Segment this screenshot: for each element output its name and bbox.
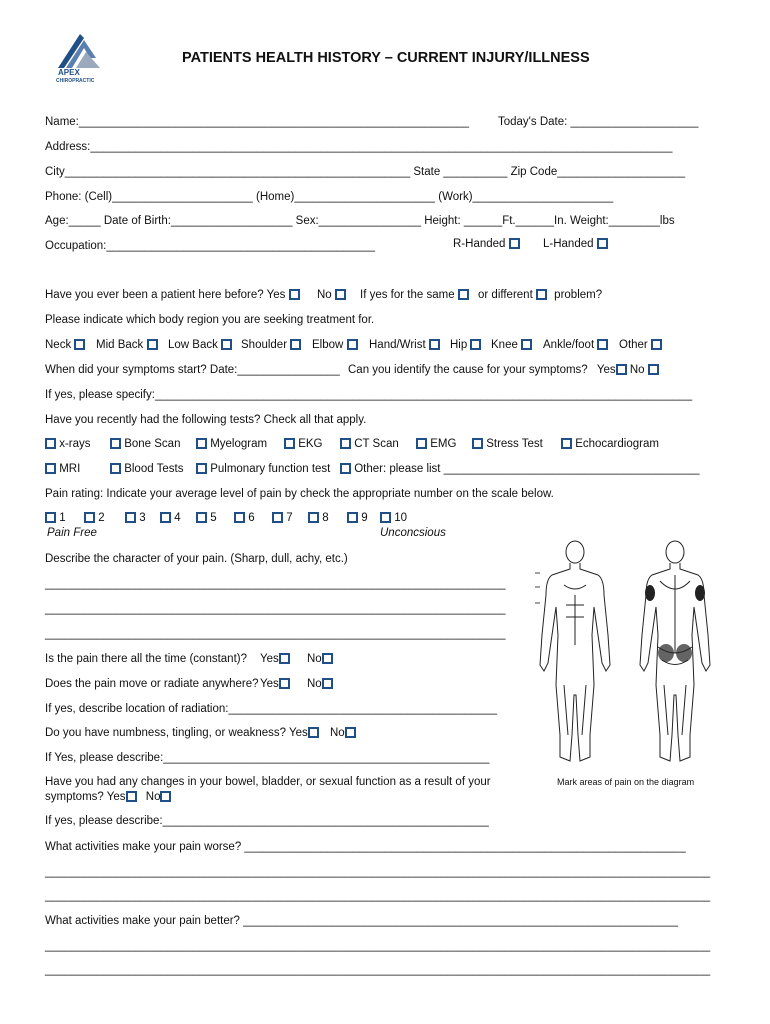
numbness-no[interactable] — [330, 727, 356, 739]
test-label: Blood Tests — [124, 463, 184, 475]
test-option[interactable] — [196, 438, 267, 450]
symptoms-cause-yes-label: Yes — [596, 364, 616, 376]
pain-scale-option[interactable] — [84, 512, 105, 524]
body-region-checkbox[interactable] — [429, 339, 440, 350]
city-state-zip-field[interactable]: City______________________________________________________ State __________ Zip Code____________________ — [45, 166, 686, 178]
body-region-label: Hand/Wrist — [369, 339, 426, 351]
test-label: MRI — [59, 463, 81, 475]
radiate-yes-label: Yes — [260, 678, 279, 690]
constant-no-checkbox[interactable] — [322, 653, 333, 664]
test-option[interactable] — [45, 438, 91, 450]
activities-worse-field[interactable]: What activities make your pain worse? _____________________________________________________________________ — [45, 841, 686, 853]
test-checkbox[interactable] — [340, 438, 351, 449]
body-region-elbow[interactable] — [312, 339, 358, 351]
test-checkbox[interactable] — [416, 438, 427, 449]
l-handed-option[interactable] — [543, 238, 608, 250]
numbness-question: Do you have numbness, tingling, or weakness? — [45, 727, 287, 739]
test-label: EMG — [430, 438, 457, 450]
test-option[interactable] — [110, 438, 180, 450]
test-label: x-rays — [59, 438, 91, 450]
symptoms-cause-no-checkbox[interactable] — [648, 364, 659, 375]
logo — [50, 28, 106, 86]
body-region-checkbox[interactable] — [290, 339, 301, 350]
todays-date-field[interactable]: Today's Date: ____________________ — [498, 116, 699, 128]
body-region-label: Low Back — [168, 339, 218, 351]
bowel-question-cont — [45, 791, 171, 803]
patient-before-no-checkbox[interactable] — [335, 289, 346, 300]
pain-scale-number: 5 — [210, 512, 217, 524]
test-label: CT Scan — [354, 438, 399, 450]
radiate-no[interactable] — [307, 678, 333, 690]
test-checkbox[interactable] — [284, 438, 295, 449]
phone-field[interactable]: Phone: (Cell)______________________ (Home)______________________ (Work)______________________ — [45, 191, 614, 203]
symptoms-cause-row — [348, 364, 659, 376]
age-dob-sex-height-weight-field[interactable]: Age:_____ Date of Birth:___________________ Sex:________________ Height: ______Ft.______In. Weight:________lbs — [45, 215, 675, 227]
pain-scale-option[interactable] — [125, 512, 146, 524]
tests-prompt: Have you recently had the following tests? Check all that apply. — [45, 414, 367, 426]
numbness-yes-label: Yes — [289, 727, 308, 739]
numbness-describe-field[interactable]: If Yes, please describe:___________________________________________________ — [45, 752, 490, 764]
pain-scale-checkbox[interactable] — [234, 512, 245, 523]
pain-scale-checkbox[interactable] — [308, 512, 319, 523]
pain-scale-number: 1 — [59, 512, 66, 524]
same-problem-checkbox[interactable] — [458, 289, 469, 300]
logo-text: APEX — [58, 68, 80, 77]
pain-character-line[interactable]: ________________________________________________________________________ — [45, 578, 506, 590]
body-region-checkbox[interactable] — [147, 339, 158, 350]
test-label: Pulmonary function test — [210, 463, 331, 475]
body-region-hip[interactable] — [450, 339, 481, 351]
pain-rating-prompt: Pain rating: Indicate your average level of pain by check the appropriate number on the scale below. — [45, 488, 554, 500]
test-checkbox[interactable] — [45, 463, 56, 474]
body-region-label: Elbow — [312, 339, 344, 351]
radiate-no-checkbox[interactable] — [322, 678, 333, 689]
body-region-checkbox[interactable] — [221, 339, 232, 350]
pain-scale-option[interactable] — [196, 512, 217, 524]
pain-scale-option[interactable] — [234, 512, 255, 524]
constant-yes-label: Yes — [260, 653, 279, 665]
numbness-yes[interactable] — [289, 727, 319, 739]
body-region-checkbox[interactable] — [470, 339, 481, 350]
activities-worse-line[interactable]: ________________________________________________________________________________________________________ — [45, 890, 711, 902]
test-label: Myelogram — [210, 438, 268, 450]
same-problem-label: If yes for the same — [360, 289, 455, 301]
body-region-checkbox[interactable] — [521, 339, 532, 350]
test-option[interactable] — [472, 438, 543, 450]
bowel-question: Have you had any changes in your bowel, bladder, or sexual function as a result of your — [45, 776, 491, 788]
body-region-ankle-foot[interactable] — [543, 339, 608, 351]
body-region-label: Mid Back — [96, 339, 144, 351]
pain-scale-option[interactable] — [380, 512, 407, 524]
patient-before-row — [45, 289, 300, 301]
bowel-question-symptoms: symptoms? — [45, 791, 104, 803]
test-option[interactable] — [110, 463, 183, 475]
unconscious-label: Unconcsious — [380, 527, 446, 539]
l-handed-label: L-Handed — [543, 238, 594, 250]
occupation-field[interactable]: Occupation:__________________________________________ — [45, 240, 375, 252]
r-handed-label: R-Handed — [453, 238, 506, 250]
activities-better-field[interactable]: What activities make your pain better? ____________________________________________________________________ — [45, 915, 679, 927]
test-label: Stress Test — [486, 438, 543, 450]
constant-no-label: No — [307, 653, 322, 665]
bowel-yes-label: Yes — [106, 791, 126, 803]
body-region-low-back[interactable] — [168, 339, 232, 351]
body-region-prompt: Please indicate which body region you are seeking treatment for. — [45, 314, 375, 326]
pain-scale-checkbox[interactable] — [125, 512, 136, 523]
body-region-shoulder[interactable] — [241, 339, 301, 351]
pain-scale-option[interactable] — [308, 512, 329, 524]
bowel-yes-checkbox[interactable] — [126, 791, 137, 802]
body-region-label: Ankle/foot — [543, 339, 595, 351]
l-handed-checkbox[interactable] — [597, 238, 608, 249]
body-region-hand-wrist[interactable] — [369, 339, 440, 351]
pain-scale-option[interactable] — [272, 512, 293, 524]
address-field[interactable]: Address:___________________________________________________________________________________________ — [45, 141, 673, 153]
pain-character-prompt: Describe the character of your pain. (Sharp, dull, achy, etc.) — [45, 553, 348, 565]
symptoms-specify-field[interactable]: If yes, please specify:____________________________________________________________________________________ — [45, 389, 693, 401]
bowel-no-checkbox[interactable] — [160, 791, 171, 802]
test-checkbox[interactable] — [340, 463, 351, 474]
test-checkbox[interactable] — [196, 463, 207, 474]
body-region-checkbox[interactable] — [597, 339, 608, 350]
test-option[interactable] — [45, 463, 80, 475]
test-option[interactable] — [196, 463, 330, 475]
pain-scale-number: 2 — [98, 512, 105, 524]
numbness-no-checkbox[interactable] — [345, 727, 356, 738]
body-diagram[interactable] — [530, 535, 730, 775]
body-region-label: Neck — [45, 339, 72, 351]
pain-scale-number: 6 — [248, 512, 255, 524]
pain-scale-checkbox[interactable] — [380, 512, 391, 523]
logo-icon — [50, 28, 106, 72]
patient-before-question: Have you ever been a patient here before? Yes — [45, 289, 286, 301]
body-region-checkbox[interactable] — [651, 339, 662, 350]
body-region-neck[interactable] — [45, 339, 85, 351]
body-region-label: Shoulder — [241, 339, 288, 351]
different-problem — [478, 289, 602, 301]
pain-scale-checkbox[interactable] — [160, 512, 171, 523]
body-region-other[interactable] — [619, 339, 662, 351]
numbness-no-label: No — [330, 727, 345, 739]
test-checkbox[interactable] — [472, 438, 483, 449]
pain-scale-checkbox[interactable] — [196, 512, 207, 523]
pain-scale-checkbox[interactable] — [347, 512, 358, 523]
body-region-checkbox[interactable] — [347, 339, 358, 350]
page-title: PATIENTS HEALTH HISTORY – CURRENT INJURY/ILLNESS — [182, 50, 590, 66]
pain-scale-number: 9 — [361, 512, 368, 524]
radiation-location-field[interactable]: If yes, describe location of radiation:__________________________________________ — [45, 703, 498, 715]
symptoms-cause-no-label: No — [629, 364, 645, 376]
body-region-checkbox[interactable] — [74, 339, 85, 350]
radiate-question: Does the pain move or radiate anywhere? — [45, 678, 259, 690]
body-region-label: Other — [619, 339, 648, 351]
test-checkbox[interactable] — [110, 463, 121, 474]
patient-before-no-label: No — [317, 289, 332, 301]
problem-label: problem? — [554, 289, 603, 301]
body-region-mid-back[interactable] — [96, 339, 158, 351]
pain-character-line[interactable]: ________________________________________________________________________ — [45, 603, 506, 615]
radiate-yes-checkbox[interactable] — [279, 678, 290, 689]
symptoms-start-field[interactable]: When did your symptoms start? Date:________________ — [45, 364, 340, 376]
different-problem-label: or different — [478, 289, 533, 301]
radiate-yes[interactable] — [260, 678, 290, 690]
pain-scale-number: 4 — [174, 512, 181, 524]
activities-better-line[interactable]: ________________________________________________________________________________________________________ — [45, 940, 711, 952]
body-region-label: Hip — [450, 339, 468, 351]
bowel-no-label: No — [145, 791, 161, 803]
test-option-other[interactable] — [340, 463, 700, 475]
r-handed-option[interactable] — [453, 238, 520, 250]
pain-character-line[interactable]: ________________________________________________________________________ — [45, 628, 506, 640]
pain-scale-number: 7 — [286, 512, 293, 524]
radiate-no-label: No — [307, 678, 322, 690]
pain-scale-number: 3 — [139, 512, 146, 524]
body-region-knee[interactable] — [491, 339, 532, 351]
test-checkbox[interactable] — [196, 438, 207, 449]
pain-scale-number: 10 — [394, 512, 407, 524]
symptoms-cause-yes-checkbox[interactable] — [616, 364, 627, 375]
symptoms-cause-question: Can you identify the cause for your symptoms? — [348, 364, 588, 376]
constant-yes-checkbox[interactable] — [279, 653, 290, 664]
pain-scale-checkbox[interactable] — [272, 512, 283, 523]
pain-free-label: Pain Free — [47, 527, 97, 539]
logo-subtext: CHIROPRACTIC — [56, 78, 95, 84]
activities-better-line[interactable]: ________________________________________________________________________________________________________ — [45, 964, 711, 976]
test-label: EKG — [298, 438, 323, 450]
activities-worse-line[interactable]: ________________________________________________________________________________________________________ — [45, 866, 711, 878]
test-checkbox[interactable] — [45, 438, 56, 449]
test-option[interactable] — [416, 438, 456, 450]
numbness-yes-checkbox[interactable] — [308, 727, 319, 738]
bowel-describe-field[interactable]: If yes, please describe:___________________________________________________ — [45, 815, 489, 827]
pain-scale-checkbox[interactable] — [45, 512, 56, 523]
r-handed-checkbox[interactable] — [509, 238, 520, 249]
body-region-label: Knee — [491, 339, 518, 351]
name-field[interactable]: Name:_____________________________________________________________ — [45, 116, 470, 128]
pain-scale-checkbox[interactable] — [84, 512, 95, 523]
constant-no[interactable] — [307, 653, 333, 665]
test-option[interactable] — [340, 438, 399, 450]
test-checkbox[interactable] — [110, 438, 121, 449]
same-problem — [360, 289, 469, 301]
test-label: Bone Scan — [124, 438, 181, 450]
pain-scale-option[interactable] — [45, 512, 66, 524]
different-problem-checkbox[interactable] — [536, 289, 547, 300]
test-option[interactable] — [284, 438, 323, 450]
pain-scale-option[interactable] — [347, 512, 368, 524]
constant-pain-question: Is the pain there all the time (constant)? — [45, 653, 247, 665]
test-label: Other: please list ________________________________________ — [354, 463, 700, 475]
pain-scale-number: 8 — [322, 512, 329, 524]
patient-before-yes-checkbox[interactable] — [289, 289, 300, 300]
test-option[interactable] — [561, 438, 659, 450]
pain-scale-option[interactable] — [160, 512, 181, 524]
constant-yes[interactable] — [260, 653, 290, 665]
diagram-caption: Mark areas of pain on the diagram — [557, 777, 695, 787]
test-label: Echocardiogram — [575, 438, 659, 450]
test-checkbox[interactable] — [561, 438, 572, 449]
patient-before-no — [317, 289, 346, 301]
